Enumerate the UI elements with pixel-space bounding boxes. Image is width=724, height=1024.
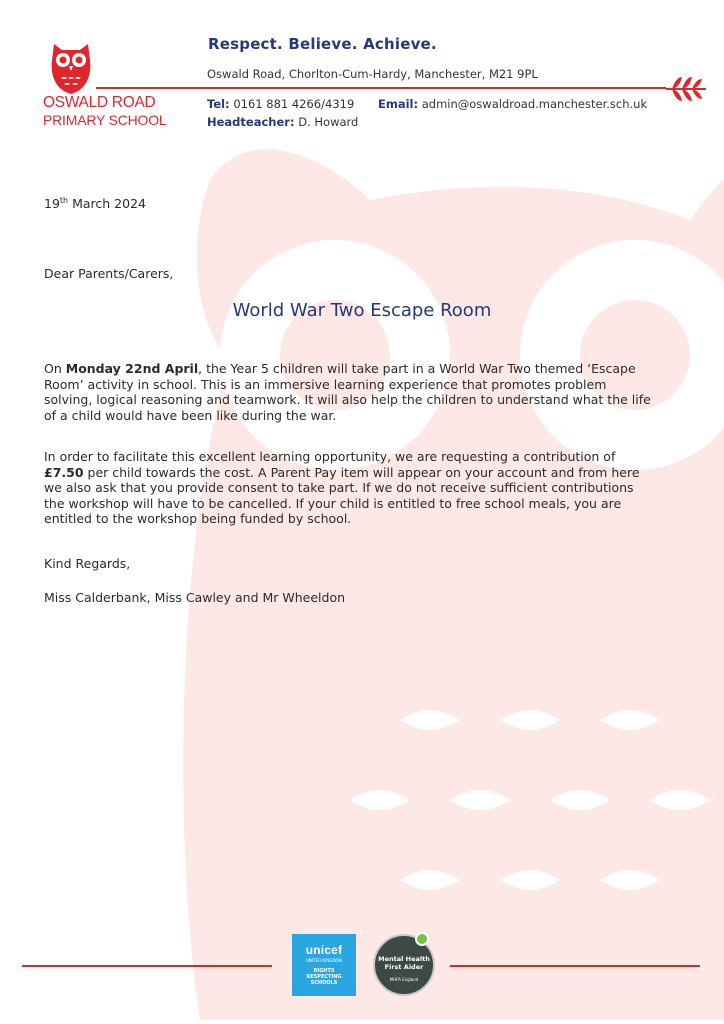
email-label: Email: <box>378 97 419 111</box>
headteacher-line <box>207 115 358 129</box>
school-name <box>43 95 183 127</box>
footer-divider-right <box>450 965 700 967</box>
signatories: Miss Calderbank, Miss Cawley and Mr Wheeldon <box>44 590 346 605</box>
school-motto: Respect. Believe. Achieve. <box>208 35 437 53</box>
contribution-amount: £7.50 <box>44 464 84 480</box>
p1-intro: On <box>44 361 66 376</box>
mhfa-title <box>375 956 433 971</box>
headteacher-label: Headteacher: <box>207 115 295 129</box>
mhfa-subtitle: MHFA England <box>389 977 419 982</box>
p1-body: , the Year 5 children will take part in a World War Two themed ‘Escape Room’ activity in school. This is an immersive learning experience that promotes problem solving, logical reasoning and teamwork. It will also help the children to understand what the life of a child would have been like during the war. <box>44 361 651 423</box>
leaf-icon <box>664 74 708 104</box>
telephone-label: Tel: <box>207 97 230 111</box>
mhfa-accent-icon <box>415 932 429 946</box>
owl-watermark-icon <box>170 120 724 1020</box>
closing: Kind Regards, <box>44 556 131 571</box>
event-date: Monday 22nd April <box>65 361 199 376</box>
headteacher-value: D. Howard <box>298 115 359 129</box>
telephone-value: 0161 881 4266/4319 <box>233 97 355 111</box>
date-rest: March 2024 <box>68 196 146 212</box>
unicef-badge <box>292 934 356 996</box>
header-divider <box>96 87 666 89</box>
email-line <box>378 97 647 111</box>
paragraph-2 <box>44 449 656 527</box>
unicef-badge-line3: SCHOOLS <box>310 980 338 986</box>
telephone-line <box>207 97 354 111</box>
date-suffix: th <box>59 196 69 205</box>
letter-date <box>44 196 146 211</box>
salutation: Dear Parents/Carers, <box>44 266 174 281</box>
p2-body: per child towards the cost. A Parent Pay item will appear on your account and from here we also ask that you provide consent to take part. If we do not receive sufficient contributions the workshop will have to be cancelled. If your child is entitled to free school meals, you are entitled to the workshop being funded by school. <box>44 464 640 527</box>
email-value[interactable]: admin@oswaldroad.manchester.sch.uk <box>421 97 648 111</box>
date-day: 19 <box>44 196 60 212</box>
p2-intro: In order to facilitate this excellent learning opportunity, we are requesting a contribution of <box>44 449 616 464</box>
letter-title: World War Two Escape Room <box>232 300 492 321</box>
school-address: Oswald Road, Chorlton-Cum-Hardy, Manchester, M21 9PL <box>207 67 538 81</box>
unicef-subtitle: UNITED KINGDOM <box>306 958 342 963</box>
paragraph-1 <box>44 361 656 423</box>
unicef-badge-text <box>292 968 356 986</box>
unicef-badge-line2: RESPECTING <box>306 974 342 980</box>
unicef-badge-line1: RIGHTS <box>313 968 335 974</box>
mhfa-title-line1: Mental Health <box>378 955 430 963</box>
school-name-line2: PRIMARY SCHOOL <box>43 111 167 128</box>
school-name-line1: OSWALD ROAD <box>43 94 156 111</box>
unicef-name: unicef <box>305 943 343 957</box>
mhfa-title-line2: First Aider <box>384 962 424 971</box>
footer-divider-left <box>22 965 272 967</box>
owl-logo-icon <box>48 40 94 96</box>
